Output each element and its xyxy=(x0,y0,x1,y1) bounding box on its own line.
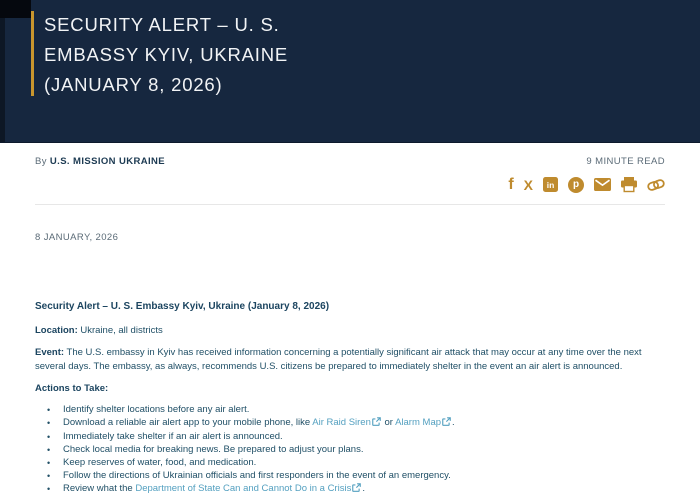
hero-banner xyxy=(0,0,700,143)
share-toolbar xyxy=(35,176,665,193)
page-title-line-1: SECURITY ALERT – U. S. xyxy=(44,14,280,35)
article-container xyxy=(0,156,700,497)
author-link[interactable]: U.S. MISSION UKRAINE xyxy=(49,156,166,167)
list-item: • Review what the Department of State Can and Cannot Do in a Crisis . xyxy=(47,483,665,497)
top-left-black-box xyxy=(0,0,31,18)
facebook-share-icon[interactable]: f xyxy=(508,175,514,193)
linkedin-share-icon[interactable]: in xyxy=(543,177,558,192)
by-label: By xyxy=(35,156,47,167)
x-twitter-share-icon[interactable]: X xyxy=(523,176,533,193)
list-item: • Immediately take shelter if an air alert is announced. xyxy=(47,431,665,444)
pinterest-share-icon[interactable]: p xyxy=(568,177,584,193)
location-value: Ukraine, all districts xyxy=(77,325,163,336)
page-title-line-2: EMBASSY KYIV, UKRAINE xyxy=(44,44,289,65)
read-time: 9 MINUTE READ xyxy=(586,156,665,167)
event-text: The U.S. embassy in Kyiv has received information concerning a potentially significant air attack that may occur at any time over the next several days. The embassy, as always, recommends U.S. citizens be prepared to immediately shelter in the event an air alert is announced. xyxy=(35,347,642,372)
copy-link-icon[interactable] xyxy=(647,179,665,191)
article-heading: Security Alert – U. S. Embassy Kyiv, Ukraine (January 8, 2026) xyxy=(35,301,330,312)
byline-row xyxy=(35,156,665,167)
list-item: • Follow the directions of Ukrainian officials and first responders in the event of an emergency. xyxy=(47,470,665,483)
article-body xyxy=(35,300,665,497)
title-accent-bar xyxy=(31,11,34,96)
hero-left-edge xyxy=(0,0,5,142)
state-dept-crisis-link[interactable]: Department of State Can and Cannot Do in a Crisis xyxy=(135,483,352,494)
location-label: Location: xyxy=(35,325,78,336)
byline xyxy=(35,156,165,167)
air-raid-siren-link[interactable]: Air Raid Siren xyxy=(312,417,371,428)
page-title xyxy=(44,10,288,100)
email-share-icon[interactable] xyxy=(594,178,611,191)
page-title-line-3: (JANUARY 8, 2026) xyxy=(44,74,223,95)
external-link-icon xyxy=(372,417,381,431)
publish-date: 8 JANUARY, 2026 xyxy=(35,232,119,243)
actions-heading: Actions to Take: xyxy=(35,383,109,394)
external-link-icon xyxy=(442,417,451,431)
list-item: • Download a reliable air alert app to your mobile phone, like Air Raid Siren or Alarm Map . xyxy=(47,417,665,431)
event-label: Event: xyxy=(35,347,65,358)
list-item: • Check local media for breaking news. Be prepared to adjust your plans. xyxy=(47,444,665,457)
external-link-icon xyxy=(352,483,361,497)
list-item: • Identify shelter locations before any air alert. xyxy=(47,404,665,417)
event-paragraph xyxy=(35,346,665,374)
actions-list xyxy=(35,404,665,497)
location-line xyxy=(35,324,665,338)
print-icon[interactable] xyxy=(621,177,637,192)
header-divider xyxy=(35,204,665,205)
list-item: • Keep reserves of water, food, and medication. xyxy=(47,457,665,470)
alarm-map-link[interactable]: Alarm Map xyxy=(395,417,442,428)
